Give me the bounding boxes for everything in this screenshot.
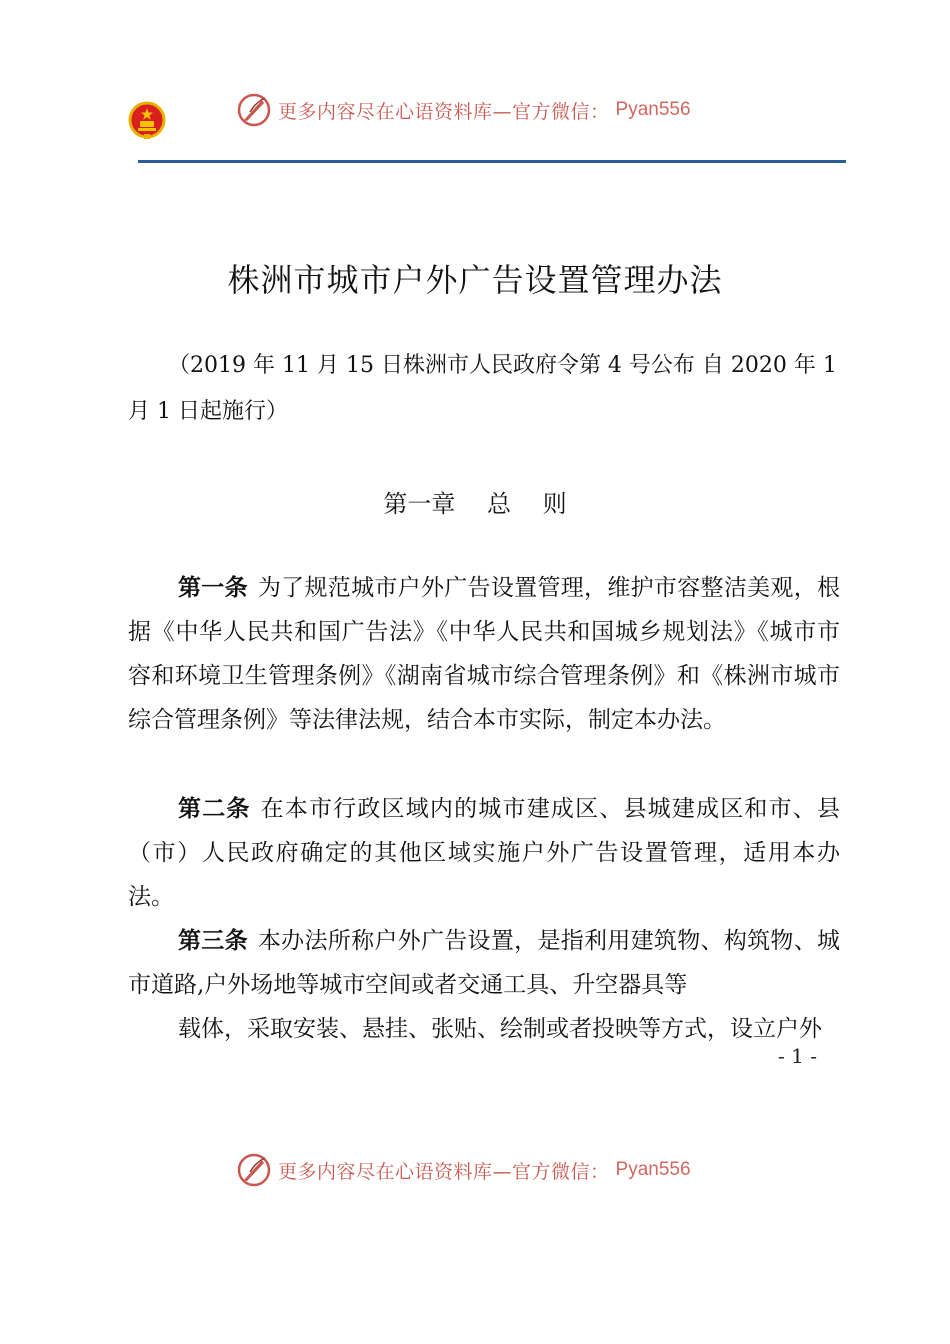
footer-banner-text: 更多内容尽在心语资料库—官方微信：: [278, 1160, 610, 1183]
article-3-text: 本办法所称户外广告设置，是指利用建筑物、构筑物、城市道路,户外场地等城市空间或者交通工具、升空器具等: [128, 928, 841, 998]
chapter-heading: 第一章 总 则: [383, 490, 567, 518]
banner-wechat-id: Pyan556: [615, 99, 691, 120]
article-2-lead: 第二条: [178, 796, 251, 822]
page-number: - 1 -: [778, 1044, 817, 1068]
header-banner: [236, 90, 691, 130]
article-1-lead: 第一条: [178, 575, 248, 601]
banner-text: 更多内容尽在心语资料库—官方微信：: [278, 100, 610, 123]
document-title: 株洲市城市户外广告设置管理办法: [227, 261, 723, 299]
footer-banner-wechat-id: Pyan556: [615, 1159, 691, 1180]
document-subtitle: （2019 年 11 月 15 日株洲市人民政府令第 4 号公布 自 2020 年 1 月 1 日起施行）: [128, 353, 837, 424]
article-1: [128, 566, 840, 742]
article-2: [128, 787, 840, 919]
article-3-lead: 第三条: [178, 928, 248, 954]
header-divider: [138, 160, 846, 163]
national-emblem-icon: [128, 100, 166, 140]
article-3: [128, 919, 840, 1007]
article-1-text: 为了规范城市户外广告设置管理，维护市容整洁美观，根据《中华人民共和国广告法》《中华人民共和国城乡规划法》《城市市容和环境卫生管理条例》《湖南省城市综合管理条例》和《株洲市城市综合管理条例》等法律法规，结合本市实际，制定本办法。: [128, 575, 841, 733]
feather-pen-logo-icon: [236, 1152, 272, 1188]
article-3-continuation: 载体，采取安装、悬挂、张贴、绘制或者投映等方式，设立户外: [178, 1016, 822, 1042]
article-2-text: 在本市行政区域内的城市建成区、县城建成区和市、县（市）人民政府确定的其他区域实施户外广告设置管理，适用本办法。: [128, 796, 841, 910]
feather-pen-logo-icon: [236, 92, 272, 128]
footer-banner: [236, 1150, 691, 1190]
